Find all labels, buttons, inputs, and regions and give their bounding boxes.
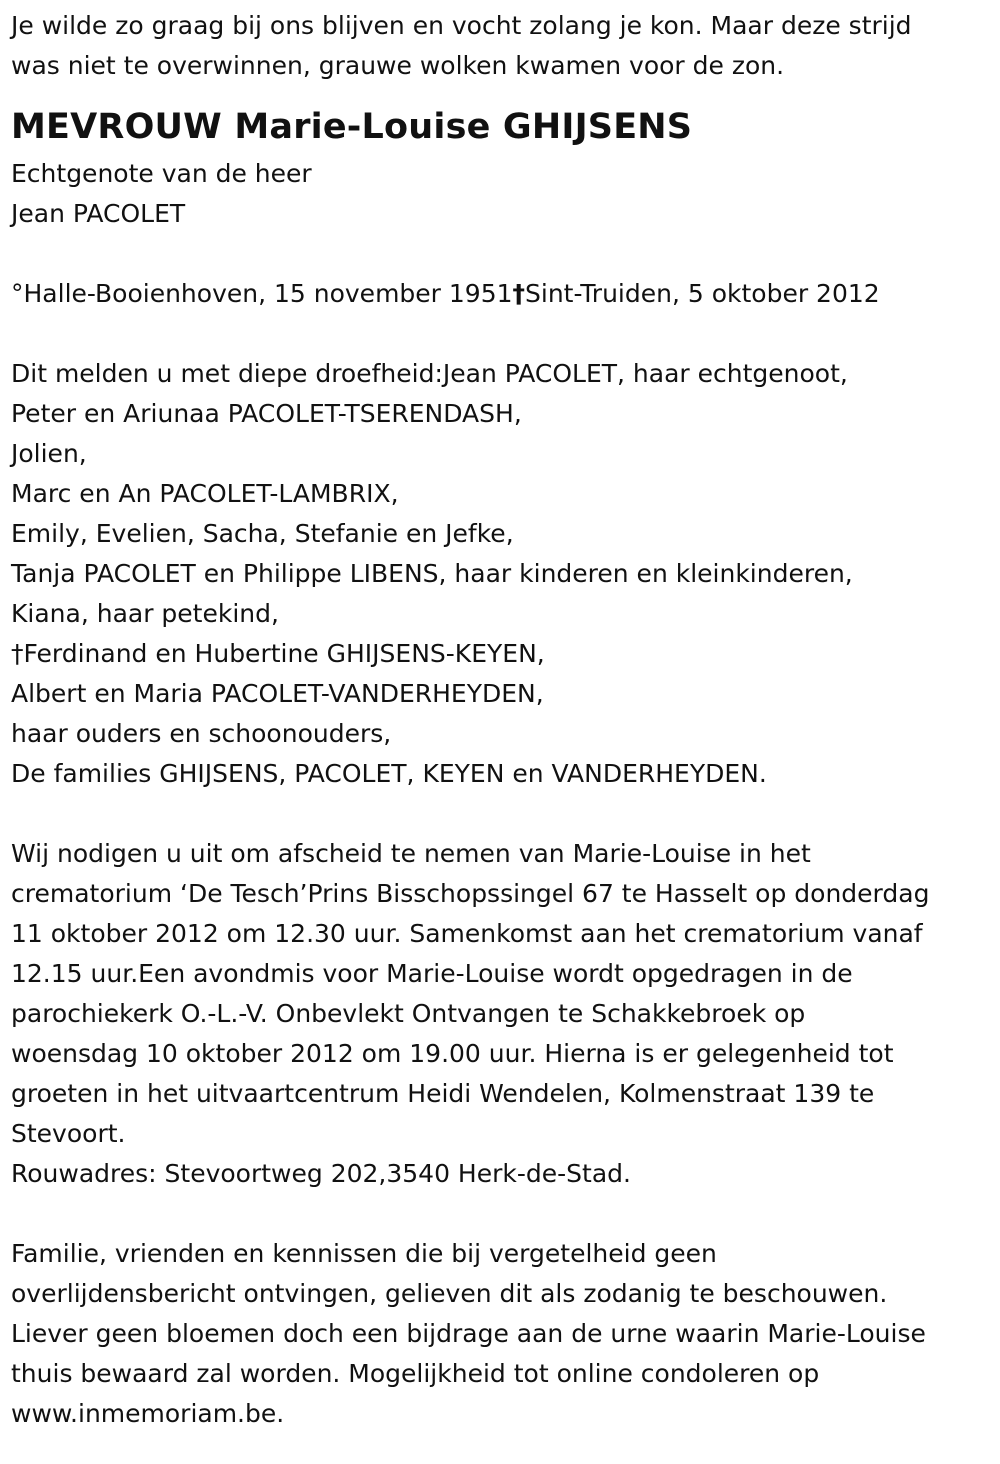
family-line: Peter en Ariunaa PACOLET-TSERENDASH, xyxy=(11,399,522,428)
ceremony-line: Wij nodigen u uit om afscheid te nemen van Marie-Louise in het xyxy=(11,839,811,868)
family-line: Albert en Maria PACOLET-VANDERHEYDEN, xyxy=(11,679,544,708)
ceremony-line: 11 oktober 2012 om 12.30 uur. Samenkomst aan het crematorium vanaf xyxy=(11,919,923,948)
ceremony-line: groeten in het uitvaartcentrum Heidi Wendelen, Kolmenstraat 139 te xyxy=(11,1079,875,1108)
intro-verse xyxy=(11,6,991,86)
family-announcement xyxy=(11,354,991,794)
mourning-address: Rouwadres: Stevoortweg 202,3540 Herk-de-Stad. xyxy=(11,1159,631,1188)
deceased-name: MEVROUW Marie-Louise GHIJSENS xyxy=(11,107,693,147)
intro-line: was niet te overwinnen, grauwe wolken kwamen voor de zon. xyxy=(11,51,785,80)
spacer xyxy=(11,234,991,274)
ceremony-line: parochiekerk O.-L.-V. Onbevlekt Ontvangen te Schakkebroek op xyxy=(11,999,806,1028)
spouse-info xyxy=(11,154,991,234)
birth-info: °Halle-Booienhoven, 15 november 1951 xyxy=(11,279,513,308)
spouse-line: Jean PACOLET xyxy=(11,199,186,228)
family-line: Jolien, xyxy=(11,439,87,468)
birth-death-dates xyxy=(11,274,991,314)
family-line: haar ouders en schoonouders, xyxy=(11,719,392,748)
closing-line: Liever geen bloemen doch een bijdrage aan de urne waarin Marie-Louise xyxy=(11,1319,926,1348)
family-line: Kiana, haar petekind, xyxy=(11,599,279,628)
ceremony-line: 12.15 uur.Een avondmis voor Marie-Louise wordt opgedragen in de xyxy=(11,959,853,988)
family-line: Tanja PACOLET en Philippe LIBENS, haar kinderen en kleinkinderen, xyxy=(11,559,853,588)
closing-remarks xyxy=(11,1234,991,1434)
ceremony-line: Stevoort. xyxy=(11,1119,126,1148)
family-line: Marc en An PACOLET-LAMBRIX, xyxy=(11,479,399,508)
condolence-website: www.inmemoriam.be. xyxy=(11,1399,285,1428)
family-line: Dit melden u met diepe droefheid:Jean PACOLET, haar echtgenoot, xyxy=(11,359,848,388)
obituary-notice xyxy=(11,6,991,1434)
family-line: †Ferdinand en Hubertine GHIJSENS-KEYEN, xyxy=(11,639,545,668)
spouse-line: Echtgenote van de heer xyxy=(11,159,312,188)
closing-line: Familie, vrienden en kennissen die bij vergetelheid geen xyxy=(11,1239,717,1268)
family-line: De families GHIJSENS, PACOLET, KEYEN en VANDERHEYDEN. xyxy=(11,759,767,788)
death-info: Sint-Truiden, 5 oktober 2012 xyxy=(525,279,880,308)
intro-line: Je wilde zo graag bij ons blijven en vocht zolang je kon. Maar deze strijd xyxy=(11,11,912,40)
family-line: Emily, Evelien, Sacha, Stefanie en Jefke, xyxy=(11,519,514,548)
cross-icon: † xyxy=(512,279,526,308)
closing-line: overlijdensbericht ontvingen, gelieven dit als zodanig te beschouwen. xyxy=(11,1279,888,1308)
ceremony-details xyxy=(11,834,991,1194)
closing-line: thuis bewaard zal worden. Mogelijkheid tot online condoleren op xyxy=(11,1359,820,1388)
ceremony-line: crematorium ‘De Tesch’Prins Bisschopssingel 67 te Hasselt op donderdag xyxy=(11,879,930,908)
ceremony-line: woensdag 10 oktober 2012 om 19.00 uur. Hierna is er gelegenheid tot xyxy=(11,1039,894,1068)
spacer xyxy=(11,794,991,834)
spacer xyxy=(11,1194,991,1234)
spacer xyxy=(11,314,991,354)
